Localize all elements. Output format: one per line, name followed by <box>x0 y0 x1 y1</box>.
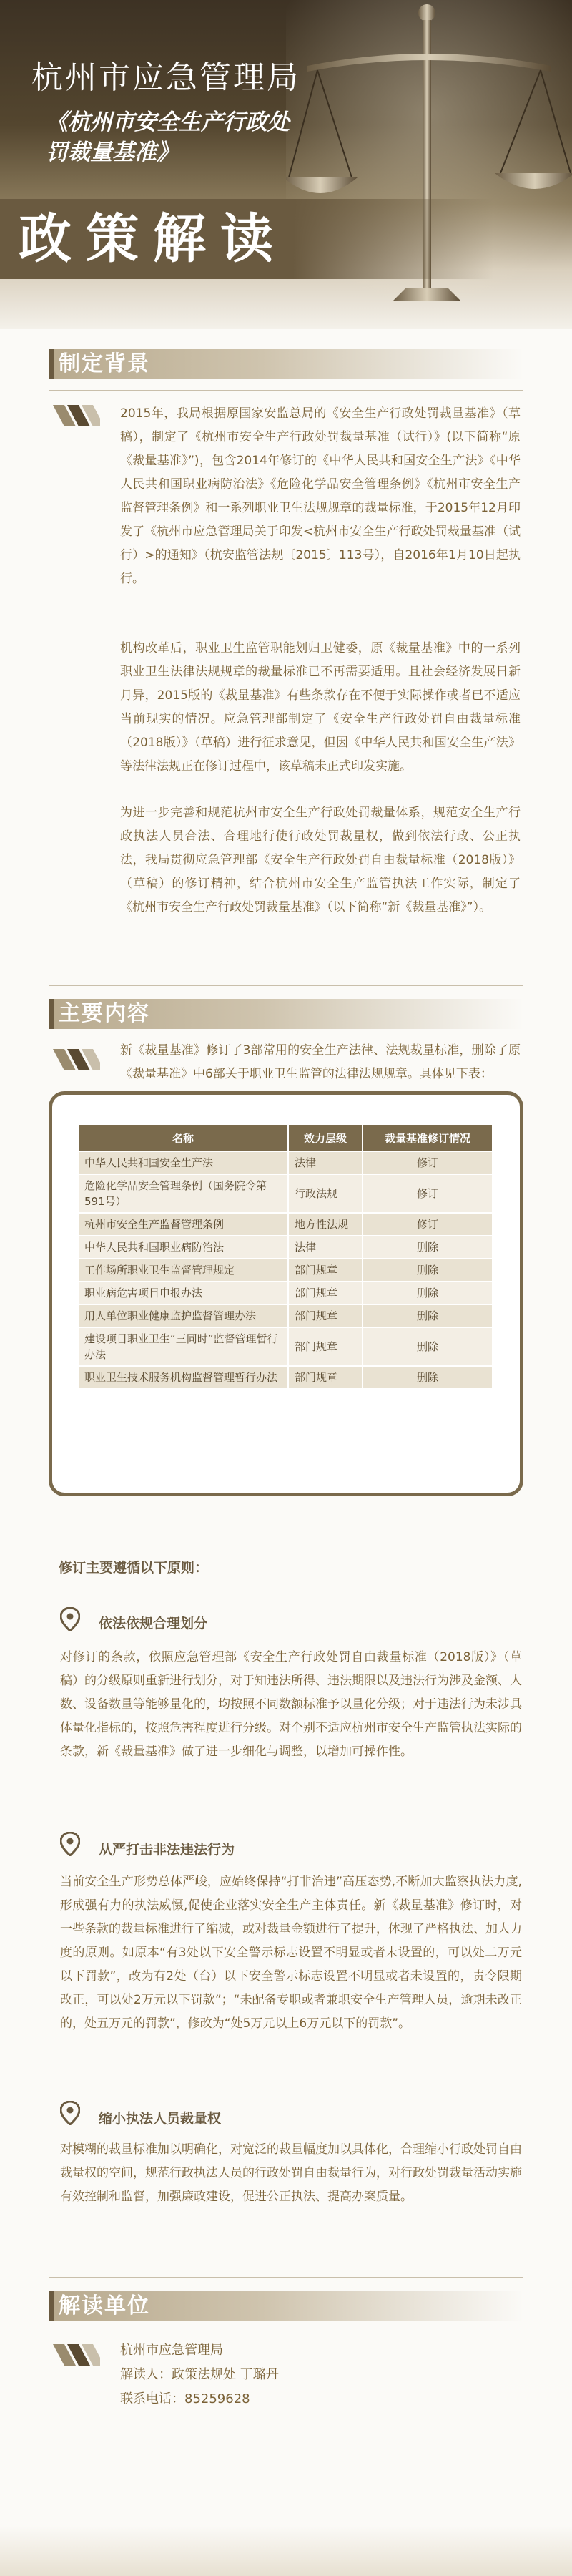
law-name: 建设项目职业卫生“三同时”监督管理暂行办法 <box>78 1327 288 1366</box>
law-level: 部门规章 <box>288 1366 363 1389</box>
law-status: 删除 <box>363 1366 493 1389</box>
law-name: 中华人民共和国职业病防治法 <box>78 1236 288 1259</box>
table-row <box>78 1366 493 1389</box>
background-paragraph-1: 2015年，我局根据原国家安监总局的《安全生产行政处罚裁量基准》（草稿），制定了《杭州市安全生产行政处罚裁量基准（试行）》(以下简称“原《裁量基准》”)，包含2014年修订的《中华人民共和国安全生产法》《中华人民共和国职业病防治法》《危险化学品安全管理条例》《杭州市安全生产监督管理条例》和一系列职业卫生法规规章的裁量标准，于2015年12月印发了《杭州市应急管理局关于印发<杭州市安全生产行政处罚裁量基准（试行）>的通知》（杭安监管法规〔2015〕113号），自2016年1月10日起执行。 <box>120 406 521 586</box>
law-name: 职业病危害项目申报办法 <box>78 1282 288 1304</box>
law-name: 杭州市安全生产监督管理条例 <box>78 1213 288 1236</box>
background-paragraph-2: 机构改革后，职业卫生监管职能划归卫健委，原《裁量基准》中的一系列职业卫生法律法规规章的裁量标准已不再需要适用。且社会经济发展日新月异，2015版的《裁量基准》有些条款存在不便于实际操作或者已不适应当前现实的情况。应急管理部制定了《安全生产行政处罚自由裁量标准（2018版）》（草稿）进行征求意见，但因《中华人民共和国安全生产法》等法律法规正在修订过程中，该草稿未正式印发实施。 <box>120 641 521 774</box>
stripes-icon <box>53 2344 100 2366</box>
section-accent <box>49 2291 54 2321</box>
section-header-background <box>49 349 523 379</box>
law-name: 职业卫生技术服务机构监督管理暂行办法 <box>78 1366 288 1389</box>
principle-text-3: 对模糊的裁量标准加以明确化，对宽泛的裁量幅度加以具体化，合理缩小行政处罚自由裁量权的空间，规范行政执法人员的行政处罚自由裁量行为，对行政处罚裁量活动实施有效控制和监督，加强廉政建设，促进公正执法、提高办案质量。 <box>60 2142 522 2204</box>
document-title: 《杭州市安全生产行政处罚裁量基准》 <box>46 109 290 165</box>
law-level: 部门规章 <box>288 1327 363 1366</box>
section-header-unit <box>49 2291 523 2321</box>
law-level: 法律 <box>288 1236 363 1259</box>
law-status: 修订 <box>363 1174 493 1213</box>
organization-name: 杭州市应急管理局 <box>31 59 300 96</box>
principle-title-1: 依法依规合理划分 <box>99 1616 208 1631</box>
law-level: 法律 <box>288 1151 363 1174</box>
law-level: 行政法规 <box>288 1174 363 1213</box>
principle-text-2: 当前安全生产形势总体严峻，应始终保持“打非治违”高压态势,不断加大监察执法力度,形成强有力的执法威慑,促使企业落实安全生产主体责任。新《裁量基准》修订时，对一些条款的裁量标准进行了缩减，或对裁量金额进行了提升，体现了严格执法、加大力度的原则。如原本“有3处以下安全警示标志设置不明显或者未设置的，可以处二万元以下罚款”，改为有2处（台）以下安全警示标志设置不明显或者未设置的，责令限期改正，可以处2万元以下罚款”；“未配备专职或者兼职安全生产管理人员，逾期未改正的，处五万元的罚款”，修改为“处5万元以上6万元以下的罚款”。 <box>60 1875 522 2031</box>
map-pin-icon <box>60 1832 80 1856</box>
unit-organization: 杭州市应急管理局 <box>120 2343 223 2358</box>
law-status: 修订 <box>363 1151 493 1174</box>
section-accent <box>49 349 54 379</box>
section-title-unit: 解读单位 <box>59 2293 150 2318</box>
unit-interpreter: 解读人：政策法规处 丁璐丹 <box>120 2367 279 2382</box>
section-divider <box>49 390 523 391</box>
background-paragraph-3: 为进一步完善和规范杭州市安全生产行政处罚裁量体系，规范安全生产行政执法人员合法、合理地行使行政处罚裁量权，做到依法行政、公正执法，我局贯彻应急管理部《安全生产行政处罚自由裁量标准（2018版）》（草稿）的修订精神，结合杭州市安全生产监管执法工作实际，制定了《杭州市安全生产行政处罚裁量基准》（以下简称“新《裁量基准》”）。 <box>120 806 521 914</box>
map-pin-icon <box>60 2101 80 2125</box>
principle-title-3: 缩小执法人员裁量权 <box>99 2111 222 2127</box>
law-status: 删除 <box>363 1236 493 1259</box>
section-title-background: 制定背景 <box>59 351 150 376</box>
table-row <box>78 1282 493 1304</box>
unit-phone: 联系电话：85259628 <box>120 2391 250 2406</box>
table-row <box>78 1213 493 1236</box>
balance-scale-icon <box>286 0 572 329</box>
table-row <box>78 1327 493 1366</box>
section-divider <box>49 2277 523 2278</box>
section-title-content: 主要内容 <box>59 1001 150 1026</box>
header-banner <box>0 0 572 329</box>
table-row <box>78 1174 493 1213</box>
principle-text-1: 对修订的条款，依照应急管理部《安全生产行政处罚自由裁量标准（2018版）》（草稿）的分级原则重新进行划分，对于知违法所得、违法期限以及违法行为涉及金额、人数、设备数量等能够量化的，均按照不同数额标准予以量化分级；对于违法行为未涉具体量化指标的，按照危害程度进行分级。对个别不适应杭州市安全生产监管执法实际的条款，新《裁量基准》做了进一步细化与调整，以增加可操作性。 <box>60 1650 522 1759</box>
table-row <box>78 1259 493 1282</box>
law-name: 中华人民共和国安全生产法 <box>78 1151 288 1174</box>
law-status: 修订 <box>363 1213 493 1236</box>
stripes-icon <box>53 1049 100 1070</box>
law-status: 删除 <box>363 1282 493 1304</box>
section-accent <box>49 999 54 1029</box>
banner-title: 政策解读 <box>19 208 287 270</box>
footer-fade <box>0 2526 572 2576</box>
section-header-content <box>49 999 523 1029</box>
law-name: 工作场所职业卫生监督管理规定 <box>78 1259 288 1282</box>
table-header-status: 裁量基准修订情况 <box>363 1124 493 1151</box>
law-name: 用人单位职业健康监护监督管理办法 <box>78 1304 288 1327</box>
principles-lead: 修订主要遵循以下原则： <box>59 1560 209 1576</box>
content-intro: 新《裁量基准》修订了3部常用的安全生产法律、法规裁量标准，删除了原《裁量基准》中6部关于职业卫生监管的法律法规规章。具体见下表： <box>120 1043 521 1081</box>
table-row <box>78 1236 493 1259</box>
law-status: 删除 <box>363 1327 493 1366</box>
table-header-level: 效力层级 <box>288 1124 363 1151</box>
law-level: 地方性法规 <box>288 1213 363 1236</box>
law-table <box>77 1123 493 1390</box>
table-row <box>78 1151 493 1174</box>
law-name: 危险化学品安全管理条例（国务院令第591号） <box>78 1174 288 1213</box>
banner-bar-fade <box>293 199 493 279</box>
table-row <box>78 1304 493 1327</box>
law-status: 删除 <box>363 1259 493 1282</box>
law-level: 部门规章 <box>288 1304 363 1327</box>
law-level: 部门规章 <box>288 1259 363 1282</box>
principle-title-2: 从严打击非法违法行为 <box>99 1842 235 1858</box>
law-level: 部门规章 <box>288 1282 363 1304</box>
section-divider <box>49 985 523 986</box>
table-header-row <box>78 1124 493 1151</box>
law-status: 删除 <box>363 1304 493 1327</box>
stripes-icon <box>53 405 100 426</box>
map-pin-icon <box>60 1607 80 1631</box>
table-header-name: 名称 <box>78 1124 288 1151</box>
